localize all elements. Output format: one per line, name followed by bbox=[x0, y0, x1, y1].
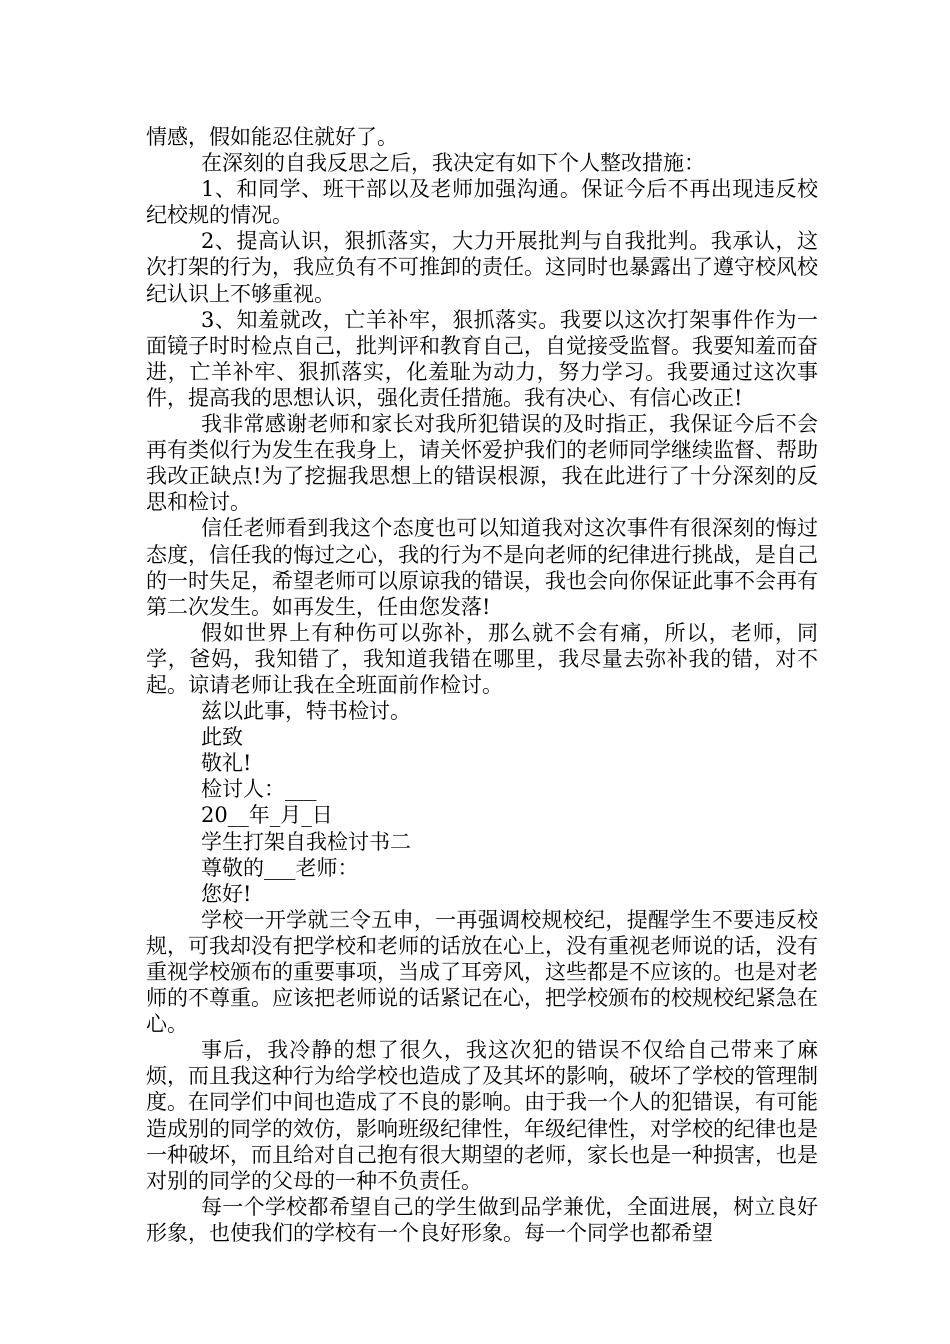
paragraph-reflection: 事后，我冷静的想了很久，我这次犯的错误不仅给自己带来了麻烦，而且我这种行为给学校也造成了及其坏的影响，破坏了学校的管理制度。在同学们中间也造成了不良的影响。由于我一个人的犯错误，有可能造成别的同学的效仿，影响班级纪律性，年级纪律性，对学校的纪律也是一种破坏，而且给对自己抱有很大期望的老师，家长也是一种损害，也是对别的同学的父母的一种不负责任。 bbox=[146, 1038, 818, 1193]
closing-line: 兹以此事，特书检讨。 bbox=[201, 699, 411, 724]
greeting-teacher: 尊敬的___老师： bbox=[201, 855, 359, 880]
paragraph-measure-3: 3、知羞就改，亡羊补牢，狠抓落实。我要以这次打架事件作为一面镜子时时检点自己，批判评和教育自己，自觉接受监督。我要知羞而奋进，亡羊补牢、狠抓落实，化羞耻为动力，努力学习。我要通过这次事件，提高我的思想认识，强化责任措施。我有决心、有信心改正! bbox=[146, 307, 818, 410]
date-line: 20__年_月_日 bbox=[201, 803, 333, 828]
paragraph-measure-1: 1、和同学、班干部以及老师加强沟通。保证今后不再出现违反校纪校规的情况。 bbox=[146, 177, 818, 228]
paragraph-intro-measures: 在深刻的自我反思之后，我决定有如下个人整改措施： bbox=[201, 151, 705, 176]
paragraph-school-hope: 每一个学校都希望自己的学生做到品学兼优，全面进展，树立良好形象，也使我们的学校有一个良好形象。每一个同学也都希望 bbox=[146, 1194, 818, 1245]
salutation-cizhi: 此致 bbox=[201, 725, 243, 750]
paragraph-thanks: 我非常感谢老师和家长对我所犯错误的及时指正，我保证今后不会再有类似行为发生在我身上，请关怀爱护我们的老师同学继续监督、帮助我改正缺点!为了挖掘我思想上的错误根源，我在此进行了十分深刻的反思和检讨。 bbox=[146, 412, 818, 515]
paragraph-school-rules: 学校一开学就三令五申，一再强调校规校纪，提醒学生不要违反校规，可我却没有把学校和老师的话放在心上，没有重视老师说的话，没有重视学校颁布的重要事项，当成了耳旁风，这些都是不应该的。也是对老师的不尊重。应该把老师说的话紧记在心，把学校颁布的校规校纪紧急在心。 bbox=[146, 907, 818, 1037]
document-body bbox=[146, 124, 818, 1246]
paragraph-trust: 信任老师看到我这个态度也可以知道我对这次事件有很深刻的悔过态度，信任我的悔过之心，我的行为不是向老师的纪律进行挑战，是自己的一时失足，希望老师可以原谅我的错误，我也会向你保证此事不会再有第二次发生。如再发生，任由您发落! bbox=[146, 516, 818, 619]
greeting-hello: 您好! bbox=[201, 881, 252, 906]
section-title: 学生打架自我检讨书二 bbox=[201, 829, 411, 854]
paragraph-apology: 假如世界上有种伤可以弥补，那么就不会有痛，所以，老师，同学，爸妈，我知错了，我知道我错在哪里，我尽量去弥补我的错，对不起。谅请老师让我在全班面前作检讨。 bbox=[146, 620, 818, 697]
paragraph-measure-2: 2、提高认识，狠抓落实，大力开展批判与自我批判。我承认，这次打架的行为，我应负有不可推卸的责任。这同时也暴露出了遵守校风校纪认识上不够重视。 bbox=[146, 229, 818, 306]
paragraph-continuation: 情感，假如能忍住就好了。 bbox=[146, 125, 398, 149]
salutation-jingli: 敬礼! bbox=[201, 751, 252, 776]
signature-line: 检讨人：___ bbox=[201, 777, 317, 802]
